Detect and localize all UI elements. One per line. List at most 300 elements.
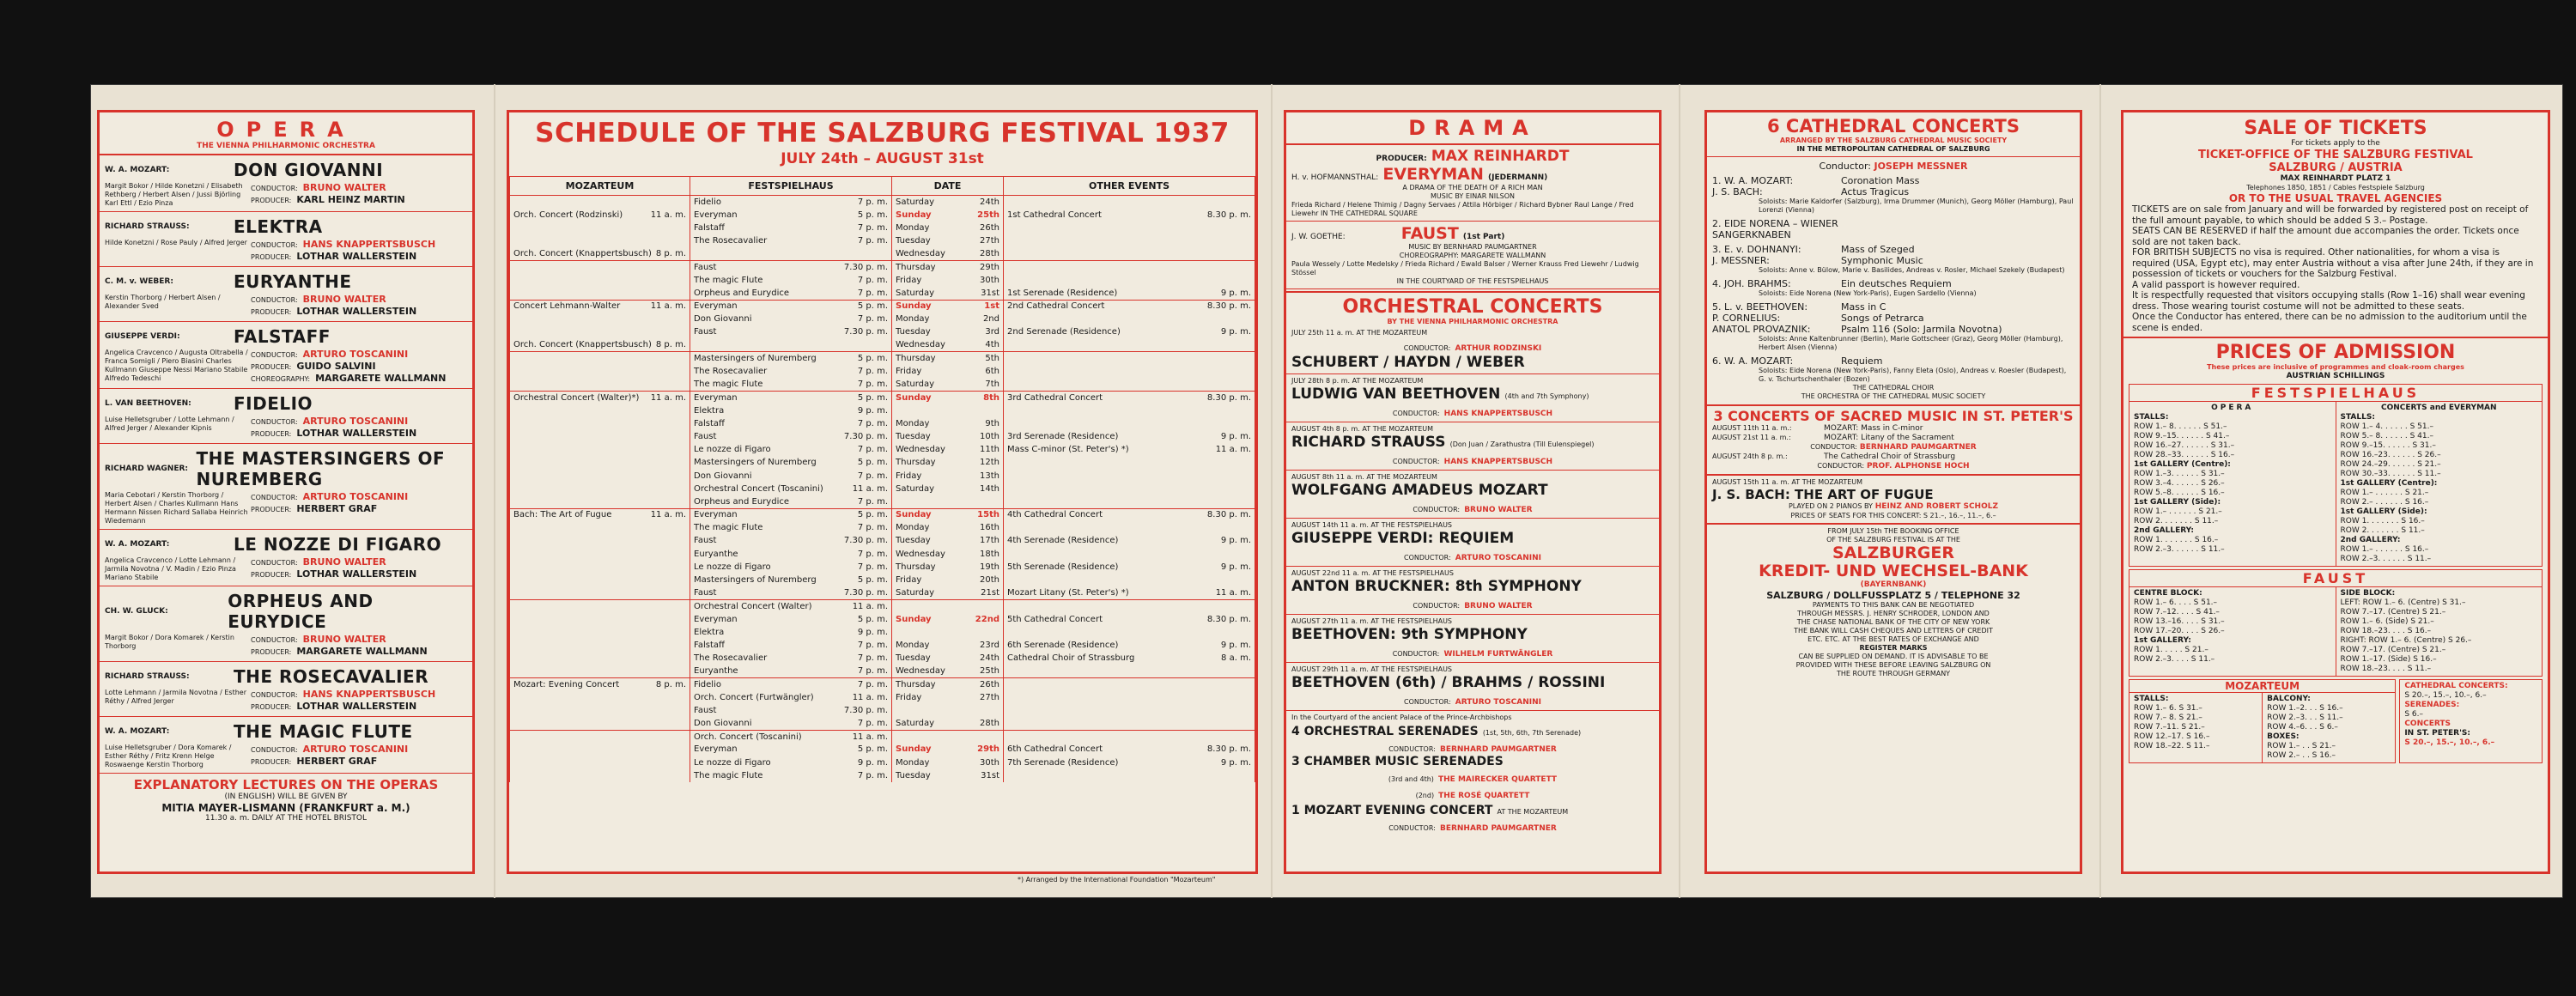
cell-text: 6th Serenade (Residence) bbox=[1007, 640, 1119, 650]
role-line bbox=[251, 361, 446, 373]
price-line: ROW 1.–3. . . . . . S 31.– bbox=[2134, 470, 2225, 478]
cell-text: Monday bbox=[896, 418, 930, 428]
cell-text: The Rosecavalier bbox=[694, 653, 768, 664]
conductor-line bbox=[1291, 643, 1654, 659]
col-header: OTHER EVENTS bbox=[1004, 177, 1255, 196]
price-line: 2nd GALLERY: bbox=[2134, 526, 2194, 535]
price-line: CENTRE BLOCK: bbox=[2134, 589, 2202, 598]
cell-time: 7.30 p. m. bbox=[843, 705, 888, 715]
conductor-line bbox=[1291, 595, 1654, 611]
cell-time: 30th bbox=[980, 275, 999, 285]
cell-text: Faust bbox=[694, 536, 717, 546]
cell-time: 8.30 p. m. bbox=[1206, 510, 1251, 520]
price-line: BALCONY: bbox=[2267, 695, 2311, 703]
schedule-cell bbox=[690, 274, 892, 287]
concert-title: RICHARD STRAUSS bbox=[1291, 434, 1446, 451]
opera-row bbox=[105, 534, 467, 555]
schedule-cell bbox=[1004, 391, 1255, 404]
cell-time: 15th bbox=[977, 510, 999, 520]
cell-time: 7.30 p. m. bbox=[843, 536, 888, 546]
role-line bbox=[251, 294, 416, 306]
cell-text: Orch. Concert (Knappertsbusch) bbox=[513, 340, 652, 350]
composer: 2. EIDE NORENA – WIENER SANGERKNABEN bbox=[1712, 218, 1838, 240]
cell-time: 7 p. m. bbox=[857, 314, 888, 325]
cell-content bbox=[694, 197, 888, 207]
schedule-cell bbox=[690, 521, 892, 534]
opera-item bbox=[100, 155, 472, 212]
price-line: ROW 28.–33. . . . . . S 16.– bbox=[2134, 451, 2235, 459]
cell-time: 8.30 p. m. bbox=[1206, 744, 1251, 755]
text: TICKETS are on sale from January and will be forwarded by registered post on receipt of the full amount payable, to which should be added S 3.– Postage. bbox=[2132, 204, 2529, 226]
cell-time: 28th bbox=[980, 718, 999, 728]
role-label: PRODUCER: bbox=[251, 308, 292, 316]
composer: 1. W. A. MOZART: bbox=[1712, 175, 1794, 186]
price-line: ROW 2. . . . . . . S 11.– bbox=[2134, 517, 2219, 525]
schedule-cell bbox=[892, 325, 1004, 338]
text: A valid passport is however required. bbox=[2132, 279, 2300, 290]
price-line: ROW 1.– 6. S 31.– bbox=[2134, 704, 2202, 713]
cell-time: 7 p. m. bbox=[857, 640, 888, 650]
opera-name: ELEKTRA bbox=[234, 216, 323, 237]
schedule-cell bbox=[1004, 234, 1255, 247]
price-line: ROW 1. . . . . S 21.– bbox=[2134, 646, 2208, 654]
schedule-cell bbox=[510, 287, 690, 300]
schedule-cell bbox=[892, 391, 1004, 404]
cell-time: 9 p. m. bbox=[1220, 757, 1251, 768]
price-line: ROW 1.– . . S 21.– bbox=[2267, 742, 2336, 750]
conductor-name: HANS KNAPPERTSBUSCH bbox=[1443, 458, 1553, 466]
schedule-cell bbox=[690, 222, 892, 234]
price-line: ROW 12.–17. S 16.– bbox=[2134, 732, 2210, 741]
schedule-cell bbox=[1004, 534, 1255, 547]
schedule-cell bbox=[690, 586, 892, 599]
cell-text: Monday bbox=[896, 757, 930, 768]
cell-text: Thursday bbox=[896, 458, 936, 468]
cell-text: Everyman bbox=[694, 301, 738, 312]
cell-content bbox=[694, 445, 888, 454]
cell-content bbox=[1007, 615, 1251, 624]
opera-details bbox=[105, 491, 467, 525]
program: The Cathedral Choir of Strassburg bbox=[1824, 452, 1956, 461]
bank-name: SALZBURGER bbox=[1832, 544, 1955, 562]
sacred-title: 3 CONCERTS OF SACRED MUSIC IN ST. PETER'S bbox=[1713, 408, 2074, 424]
schedule-cell bbox=[1004, 378, 1255, 391]
lectures-time: 11.30 a. m. DAILY AT THE HOTEL BRISTOL bbox=[204, 814, 368, 823]
schedule-cell bbox=[510, 665, 690, 677]
cell-time: 7.30 p. m. bbox=[843, 262, 888, 272]
col-header: FESTSPIELHAUS bbox=[690, 177, 892, 196]
cell-content bbox=[1007, 653, 1251, 663]
date: AUGUST 22nd 11 a. m. AT THE FESTSPIELHAUS bbox=[1291, 569, 1454, 577]
cell-time: 9 p. m. bbox=[857, 405, 888, 416]
schedule-row bbox=[510, 469, 1255, 482]
cell-time: 25th bbox=[977, 210, 999, 220]
composer: RICHARD STRAUSS: bbox=[105, 222, 190, 231]
fold-line bbox=[494, 84, 495, 898]
conductor-line bbox=[1291, 499, 1654, 515]
opera-item bbox=[100, 662, 472, 717]
play-title: EVERYMAN bbox=[1382, 165, 1484, 184]
role-label: PRODUCER: bbox=[251, 363, 292, 371]
cell-content bbox=[896, 575, 999, 585]
orch-concert bbox=[1286, 422, 1659, 471]
schedule-row bbox=[510, 325, 1255, 338]
drama-panel bbox=[1284, 110, 1662, 874]
conductor-line bbox=[1291, 337, 1654, 354]
schedule-cell bbox=[510, 430, 690, 443]
play-venue: IN THE COURTYARD OF THE FESTSPIELHAUS bbox=[1396, 277, 1549, 285]
price-line: ROW 7.–17. (Centre) S 21.– bbox=[2340, 608, 2446, 616]
cell-time: 2nd bbox=[982, 314, 999, 325]
schedule-cell bbox=[690, 339, 892, 352]
opera-row bbox=[105, 271, 467, 292]
cell-content bbox=[1007, 445, 1251, 454]
concert-line bbox=[1291, 354, 1654, 371]
cast: Margit Bokor / Hilde Konetzni / Elisabeth Rethberg / Herbert Alsen / Jussi Björling Karl Ettl / Ezio Pinza bbox=[105, 182, 243, 207]
choir: THE CATHEDRAL CHOIR bbox=[1852, 384, 1935, 392]
role-line bbox=[251, 701, 435, 713]
cell-text: The Rosecavalier bbox=[694, 236, 768, 246]
schedule-cell bbox=[510, 483, 690, 495]
role-line bbox=[251, 373, 446, 385]
program-line bbox=[1712, 313, 2075, 324]
faust-title: FAUST bbox=[2129, 570, 2542, 587]
cell-time: 26th bbox=[980, 222, 999, 233]
label: CONDUCTOR: bbox=[1392, 458, 1440, 465]
schedule-cell bbox=[690, 443, 892, 456]
cell-text: Orch. Concert (Furtwängler) bbox=[694, 692, 814, 702]
cell-text: Orch. Concert (Rodzinski) bbox=[513, 210, 623, 220]
address: MAX REINHARDT PLATZ 1 bbox=[2280, 174, 2391, 183]
price-line: ROW 2.–3. . . . S 11.– bbox=[2134, 655, 2215, 664]
role-line bbox=[251, 646, 428, 658]
work: Mass in C bbox=[1841, 301, 1886, 313]
date: AUGUST 4th 8 p. m. AT THE MOZARTEUM bbox=[1291, 425, 1434, 433]
date: AUGUST 21st 11 a. m.: bbox=[1712, 434, 1791, 441]
price-line: BOXES: bbox=[2267, 732, 2300, 741]
cathedral-title: 6 CATHEDRAL CONCERTS bbox=[1766, 116, 2020, 137]
cell-content bbox=[896, 210, 999, 220]
cell-content bbox=[694, 367, 888, 376]
cell-time: 8 p. m. bbox=[655, 340, 686, 350]
schedule-cell bbox=[510, 704, 690, 717]
schedule-cell bbox=[690, 756, 892, 769]
cell-time: 16th bbox=[980, 523, 999, 533]
play-choreography: CHOREOGRAPHY: MARGARETE WALLMANN bbox=[1399, 252, 1546, 259]
schedule-cell bbox=[892, 209, 1004, 222]
schedule-cell bbox=[892, 365, 1004, 378]
soloists: Soloists: Eide Norena (New York-Paris), Fanny Eleta (Oslo), Andreas v. Roesler (Budapest), G. v. Tschurtschenthaler (Bozen) bbox=[1759, 367, 2067, 383]
price-line: 1st GALLERY (Centre): bbox=[2134, 460, 2231, 469]
schedule-row bbox=[510, 704, 1255, 717]
cell-content bbox=[896, 249, 999, 258]
conductor-name: WILHELM FURTWÄNGLER bbox=[1443, 650, 1553, 659]
text: Once the Conductor has entered, there can be no admission to the auditorium until the scene is ended. bbox=[2132, 312, 2527, 333]
cell-time: 11 a. m. bbox=[1215, 445, 1251, 455]
schedule-cell bbox=[892, 626, 1004, 639]
role-line bbox=[251, 689, 435, 701]
cell-time: 7 p. m. bbox=[857, 222, 888, 233]
concert-line bbox=[1291, 626, 1654, 643]
roles bbox=[251, 556, 416, 580]
opera-details bbox=[105, 349, 467, 385]
play-title: FAUST bbox=[1400, 224, 1459, 243]
role-label: CONDUCTOR: bbox=[251, 296, 298, 304]
cell-text: Saturday bbox=[896, 718, 935, 728]
schedule-cell bbox=[510, 274, 690, 287]
schedule-cell bbox=[510, 626, 690, 639]
cell-time: 21st bbox=[981, 587, 999, 598]
chamber-title: 3 CHAMBER MUSIC SERENADES bbox=[1291, 755, 1504, 768]
cell-text: The magic Flute bbox=[694, 379, 763, 389]
schedule-row bbox=[510, 234, 1255, 247]
conductor-name: HANS KNAPPERTSBUSCH bbox=[1443, 410, 1553, 418]
cell-text: Orchestral Concert (Walter)*) bbox=[513, 392, 640, 403]
concert-title: BEETHOVEN: 9th SYMPHONY bbox=[1291, 626, 1528, 643]
cell-text: Orch. Concert (Knappertsbusch) bbox=[513, 249, 652, 259]
orch-concert bbox=[1286, 374, 1659, 422]
cell-content bbox=[896, 693, 999, 702]
schedule-row bbox=[510, 222, 1255, 234]
schedule-row bbox=[510, 691, 1255, 704]
schedule-cell bbox=[510, 469, 690, 482]
price-line: S 20.–, 15.–, 10.–, 6.– bbox=[2404, 738, 2495, 747]
label: CONDUCTOR: bbox=[1413, 506, 1461, 513]
price-line: ROW 2.– . . . . . . S 16.– bbox=[2340, 498, 2429, 507]
cell-text: Euryanthe bbox=[694, 666, 738, 677]
cell-content bbox=[513, 340, 686, 349]
cell-text: Faust bbox=[694, 587, 717, 598]
schedule-subtitle: JULY 24th – AUGUST 31st bbox=[781, 150, 984, 167]
cell-time: 27th bbox=[980, 692, 999, 702]
price-line: ROW 1.– . . . . . . S 16.– bbox=[2340, 545, 2429, 554]
opera-row bbox=[105, 721, 467, 742]
cell-text: Saturday bbox=[896, 587, 935, 598]
work: Songs of Petrarca bbox=[1841, 313, 1924, 324]
role-label: PRODUCER: bbox=[251, 758, 292, 766]
schedule-cell bbox=[1004, 247, 1255, 260]
cell-content bbox=[694, 588, 888, 598]
cell-time: 8 p. m. bbox=[655, 679, 686, 689]
schedule-cell bbox=[892, 586, 1004, 599]
cell-time: 6th bbox=[985, 367, 999, 377]
opera-item bbox=[100, 586, 472, 662]
cell-time: 5 p. m. bbox=[857, 301, 888, 312]
roles bbox=[251, 182, 405, 206]
cast: Angelica Cravcenco / Lotte Lehmann / Jarmila Novotna / V. Madin / Ezio Pinza Mariano Stabile bbox=[105, 556, 236, 581]
cell-time: 10th bbox=[980, 431, 999, 441]
cell-time: 8 a. m. bbox=[1221, 653, 1251, 664]
cell-content bbox=[896, 458, 999, 467]
cell-text: Tuesday bbox=[896, 770, 931, 780]
composer: W. A. MOZART: bbox=[105, 166, 170, 174]
cell-text: Everyman bbox=[694, 510, 738, 520]
cell-time: 12th bbox=[980, 458, 999, 468]
schedule-cell bbox=[892, 260, 1004, 273]
cell-text: Thursday bbox=[896, 354, 936, 364]
cell-content bbox=[694, 562, 888, 572]
composer: RICHARD WAGNER: bbox=[105, 465, 189, 473]
role-name: MARGARETE WALLMANN bbox=[315, 373, 447, 384]
festival-leaflet bbox=[90, 84, 2563, 898]
schedule-cell bbox=[892, 495, 1004, 508]
conductor-name: BRUNO WALTER bbox=[1464, 602, 1533, 610]
cathedral-venue: IN THE METROPOLITAN CATHEDRAL OF SALZBURG bbox=[1796, 145, 1990, 153]
schedule-row bbox=[510, 274, 1255, 287]
cell-text: Tuesday bbox=[896, 431, 931, 441]
cell-time: 27th bbox=[980, 236, 999, 246]
role-label: PRODUCER: bbox=[251, 648, 292, 656]
cell-text: Elektra bbox=[694, 405, 725, 416]
schedule-row bbox=[510, 247, 1255, 260]
cell-time: 11 a. m. bbox=[852, 692, 888, 702]
cell-content bbox=[694, 719, 888, 728]
role-name: LOTHAR WALLERSTEIN bbox=[296, 428, 417, 439]
work: Mass of Szeged bbox=[1841, 244, 1915, 255]
serenades-note: (1st, 5th, 6th, 7th Serenade) bbox=[1482, 729, 1582, 737]
opera-name: THE MAGIC FLUTE bbox=[234, 721, 413, 742]
cell-text: Mastersingers of Nuremberg bbox=[694, 354, 817, 364]
schedule-cell bbox=[510, 222, 690, 234]
price-line: ROW 2.–3. . . S 11.– bbox=[2267, 714, 2343, 722]
cell-time: 5 p. m. bbox=[857, 744, 888, 755]
work: Actus Tragicus bbox=[1841, 186, 1910, 197]
schedule-cell bbox=[690, 365, 892, 378]
cell-time: 7.30 p. m. bbox=[843, 587, 888, 598]
prices-note: These prices are inclusive of programmes and cloak-room charges bbox=[2207, 363, 2464, 371]
cell-time: 11 a. m. bbox=[650, 510, 686, 520]
roles bbox=[251, 349, 446, 385]
conductor-name: ARTHUR RODZINSKI bbox=[1455, 344, 1542, 353]
opera-details bbox=[105, 744, 467, 769]
role-name: LOTHAR WALLERSTEIN bbox=[296, 306, 417, 317]
schedule-cell bbox=[1004, 260, 1255, 273]
cell-content bbox=[896, 445, 999, 454]
lectures-speaker: MITIA MAYER-LISMANN (FRANKFURT a. M.) bbox=[161, 802, 410, 814]
cell-text: Fidelio bbox=[694, 197, 721, 207]
cell-content bbox=[896, 314, 999, 324]
price-line: ROW 1.–2. . . S 16.– bbox=[2267, 704, 2343, 713]
schedule-cell bbox=[510, 691, 690, 704]
schedule-cell bbox=[892, 443, 1004, 456]
cell-time: 7 p. m. bbox=[857, 288, 888, 298]
cell-content bbox=[694, 314, 888, 324]
roles bbox=[251, 239, 435, 263]
soloists: Soloists: Eide Norena (New York-Paris), Eugen Sardello (Vienna) bbox=[1759, 289, 1977, 297]
cell-content bbox=[896, 340, 999, 349]
cell-text: Mastersingers of Nuremberg bbox=[694, 458, 817, 468]
play-music: MUSIC BY EINAR NILSON bbox=[1431, 192, 1515, 200]
play-part: (1st Part) bbox=[1462, 233, 1505, 241]
program-line bbox=[1712, 255, 2075, 266]
schedule-cell bbox=[510, 247, 690, 260]
program-line bbox=[1712, 244, 2075, 255]
cell-content bbox=[896, 288, 999, 298]
price-line: ROW 18.–23. . . . S 16.– bbox=[2340, 627, 2432, 635]
cell-time: 7 p. m. bbox=[857, 562, 888, 572]
cell-text: Wednesday bbox=[896, 249, 945, 259]
text: SEATS CAN BE RESERVED if half the amount due accompanies the order. Tickets once sold are not taken back. bbox=[2132, 226, 2519, 247]
art-of-fugue bbox=[1707, 474, 2080, 523]
cell-time: 24th bbox=[980, 653, 999, 664]
concert-line bbox=[1291, 530, 1654, 547]
cell-content bbox=[694, 380, 888, 389]
cell-content bbox=[694, 628, 888, 637]
orch-concert bbox=[1286, 519, 1659, 567]
cell-time: 5 p. m. bbox=[857, 458, 888, 468]
cell-text: Orchestral Concert (Walter) bbox=[694, 601, 812, 611]
agencies: OR TO THE USUAL TRAVEL AGENCIES bbox=[2228, 192, 2443, 204]
lectures-title: EXPLANATORY LECTURES ON THE OPERAS bbox=[133, 777, 439, 793]
cast: Kerstin Thorborg / Herbert Alsen / Alexander Sved bbox=[105, 294, 221, 310]
cell-text: Thursday bbox=[896, 562, 936, 572]
cell-text: Tuesday bbox=[896, 327, 931, 337]
opera-item bbox=[100, 444, 472, 530]
schedule-row bbox=[510, 769, 1255, 782]
role-name: MARGARETE WALLMANN bbox=[296, 646, 428, 657]
cell-time: 7 p. m. bbox=[857, 379, 888, 389]
cell-time: 26th bbox=[980, 679, 999, 689]
composer: 4. JOH. BRAHMS: bbox=[1712, 278, 1791, 289]
cell-text: Don Giovanni bbox=[694, 471, 752, 481]
concert-line bbox=[1291, 386, 1654, 403]
schedule-row bbox=[510, 508, 1255, 521]
schedule-cell bbox=[1004, 756, 1255, 769]
orch-concert bbox=[1286, 567, 1659, 615]
role-line bbox=[251, 503, 408, 515]
cell-content bbox=[513, 249, 686, 258]
schedule-row bbox=[510, 495, 1255, 508]
drama-faust bbox=[1286, 222, 1659, 289]
cell-text: Saturday bbox=[896, 483, 935, 494]
cell-time: 7.30 p. m. bbox=[843, 431, 888, 441]
concert-title: SCHUBERT / HAYDN / WEBER bbox=[1291, 354, 1525, 371]
cell-content bbox=[694, 354, 888, 363]
schedule-cell bbox=[510, 378, 690, 391]
text: THE CHASE NATIONAL BANK OF THE CITY OF NEW YORK bbox=[1796, 618, 1990, 626]
price-line: 1st GALLERY: bbox=[2134, 636, 2191, 645]
text: THE ROUTE THROUGH GERMANY bbox=[1836, 670, 1951, 677]
soloists: Soloists: Anne Kaltenbrunner (Berlin), Marie Gottscheer (Graz), Georg Möller (Hamburg), Herbert Alsen (Vienna) bbox=[1759, 335, 2063, 351]
schedule-cell bbox=[510, 313, 690, 325]
price-line: STALLS: bbox=[2134, 413, 2169, 422]
author: H. v. HOFMANNSTHAL: bbox=[1291, 173, 1379, 182]
schedule-cell bbox=[510, 756, 690, 769]
play-cast: Frieda Richard / Helene Thimig / Dagny Servaes / Attila Hörbiger / Richard Bybner Raul Lange / Fred Liewehr IN THE CATHEDRAL SQUARE bbox=[1291, 201, 1634, 217]
composer: 6. W. A. MOZART: bbox=[1712, 355, 1794, 367]
cell-time: 11 a. m. bbox=[650, 392, 686, 403]
cell-text: Elektra bbox=[694, 627, 725, 637]
cell-time: 5 p. m. bbox=[857, 575, 888, 586]
price-line: ROW 18.–23. . . . S 11.– bbox=[2340, 665, 2432, 673]
schedule-row bbox=[510, 626, 1255, 639]
schedule-panel bbox=[507, 110, 1258, 874]
opera-panel bbox=[97, 110, 475, 874]
cell-content bbox=[1007, 641, 1251, 650]
cell-content bbox=[694, 706, 888, 715]
price-line: ROW 16.–23. . . . . . S 26.– bbox=[2340, 451, 2441, 459]
schedule-cell bbox=[690, 378, 892, 391]
cell-content bbox=[896, 393, 999, 403]
role-label: PRODUCER: bbox=[251, 197, 292, 204]
cell-content bbox=[896, 484, 999, 494]
role-label: CHOREOGRAPHY: bbox=[251, 375, 311, 383]
price-line: S 6.– bbox=[2404, 710, 2423, 719]
cell-text: 5th Serenade (Residence) bbox=[1007, 562, 1119, 572]
schedule-cell bbox=[1004, 717, 1255, 730]
cell-content bbox=[694, 666, 888, 676]
schedule-cell bbox=[892, 599, 1004, 612]
